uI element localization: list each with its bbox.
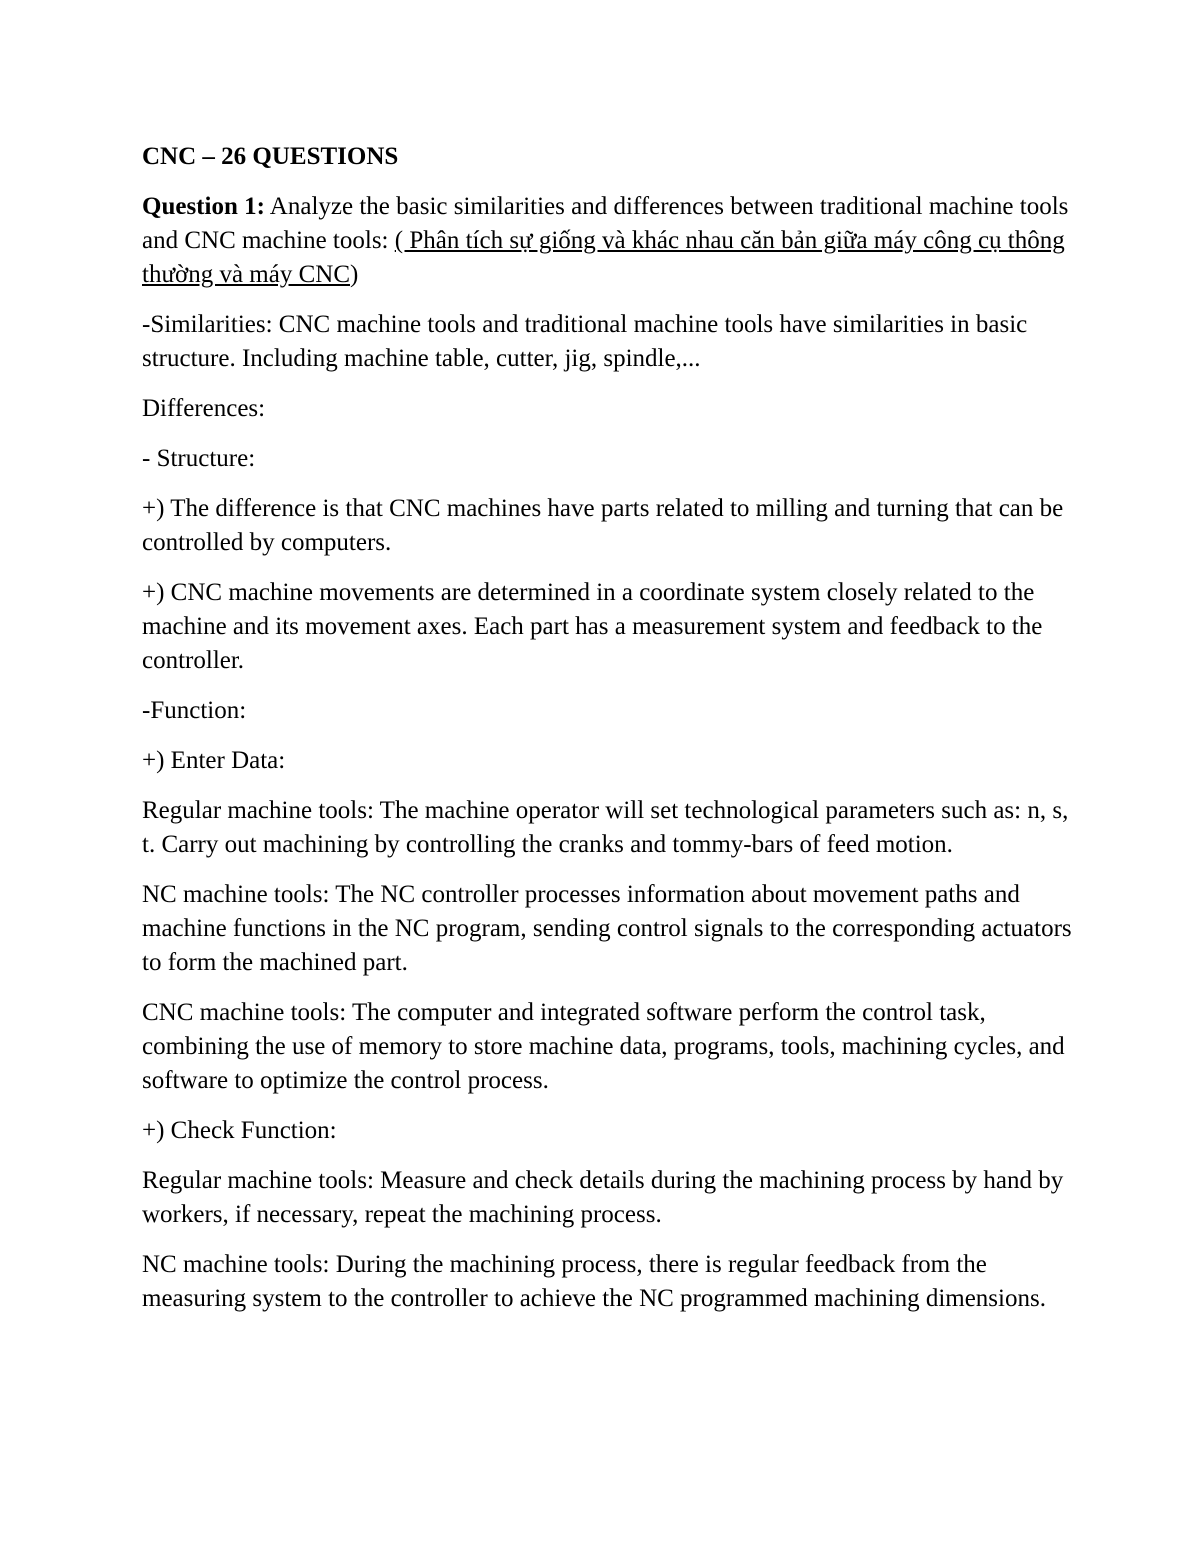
paragraph-regular-enter: Regular machine tools: The machine operator will set technological parameters such as: n, s, t. Carry out machining by controlling the cranks and tommy-bars of feed motion. <box>142 797 1069 858</box>
question-1-text: Analyze the basic similarities and differences between traditional machine tools and CNC machine tools: <box>142 193 1069 254</box>
paragraph-similarities: -Similarities: CNC machine tools and traditional machine tools have similarities in basic structure. Including machine table, cutter, jig, spindle,... <box>142 311 1028 372</box>
paragraph-function: -Function: <box>142 697 247 724</box>
paragraph-regular-check: Regular machine tools: Measure and check details during the machining process by hand by workers, if necessary, repeat the machining process. <box>142 1167 1064 1228</box>
document-title: CNC – 26 QUESTIONS <box>142 143 399 170</box>
paragraph-nc-check: NC machine tools: During the machining process, there is regular feedback from the measuring system to the controller to achieve the NC programmed machining dimensions. <box>142 1251 1046 1312</box>
paragraph-cnc-enter: CNC machine tools: The computer and integrated software perform the control task, combining the use of memory to store machine data, programs, tools, machining cycles, and software to optimize the control process. <box>142 999 1065 1094</box>
question-1-closing: ) <box>350 261 359 288</box>
paragraph-enter-data: +) Enter Data: <box>142 747 286 774</box>
paragraph-check-function: +) Check Function: <box>142 1117 337 1144</box>
paragraph-structure-point-2: +) CNC machine movements are determined in a coordinate system closely related to the machine and its movement axes. Each part has a measurement system and feedback to the controller. <box>142 579 1043 674</box>
paragraph-structure: - Structure: <box>142 445 256 472</box>
question-1-label: Question 1: <box>142 193 265 220</box>
paragraph-structure-point-1: +) The difference is that CNC machines have parts related to milling and turning that can be controlled by computers. <box>142 495 1064 556</box>
document-page <box>142 140 1072 1332</box>
paragraph-nc-enter: NC machine tools: The NC controller processes information about movement paths and machine functions in the NC program, sending control signals to the corresponding actuators to form the machined part. <box>142 881 1072 976</box>
paragraph-differences: Differences: <box>142 395 266 422</box>
question-1-translation: ( Phân tích sự giống và khác nhau căn bản giữa máy công cụ thông thường và máy CNC <box>142 227 1065 288</box>
question-1 <box>142 190 1072 292</box>
